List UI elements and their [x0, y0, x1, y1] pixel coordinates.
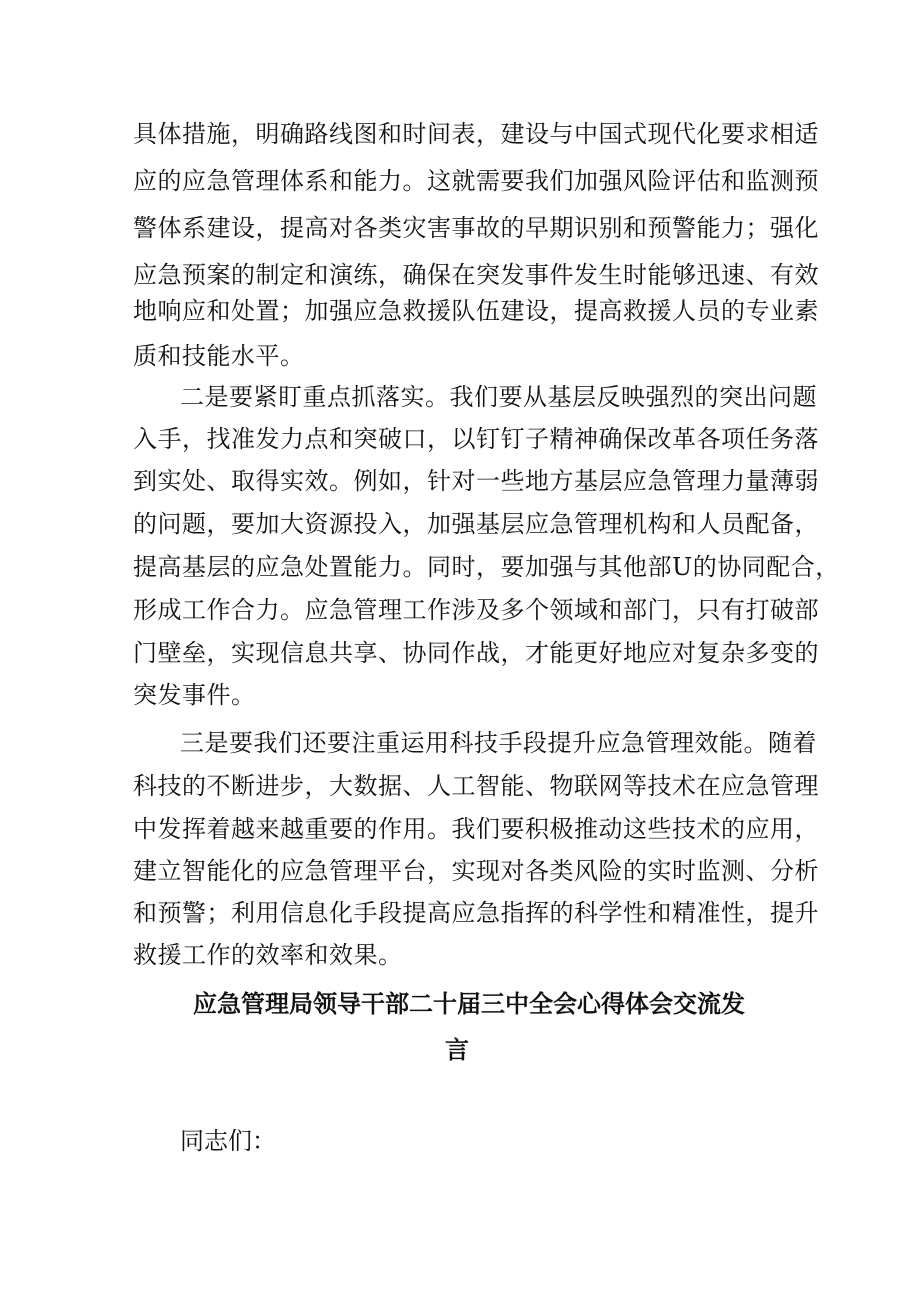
paragraph-2-line-7: 门壁垒，实现信息共享、协同作战，才能更好地应对复杂多变的	[133, 639, 819, 667]
paragraph-3-line-2: 科技的不断进步，大数据、人工智能、物联网等技术在应急管理	[133, 772, 819, 800]
paragraph-2-line-2: 入手，找准发力点和突破口，以钉钉子精神确保改革各项任务落	[133, 425, 819, 453]
paragraph-1-line-3: 警体系建设，提高对各类灾害事故的早期识别和预警能力；强化	[133, 214, 819, 242]
speech-title-line-2: 言	[445, 1036, 469, 1064]
paragraph-3-line-6: 救援工作的效率和效果。	[133, 941, 403, 969]
paragraph-1-line-1: 具体措施，明确路线图和时间表，建设与中国式现代化要求相适	[133, 120, 819, 148]
paragraph-2-line-4: 的问题，要加大资源投入，加强基层应急管理机构和人员配备，	[133, 510, 819, 538]
salutation: 同志们：	[180, 1127, 276, 1155]
paragraph-1-line-5: 地响应和处置；加强应急救援队伍建设，提高救援人员的专业素	[133, 297, 819, 325]
paragraph-3-line-1: 三是要我们还要注重运用科技手段提升应急管理效能。随着	[180, 729, 817, 757]
paragraph-2-line-5: 提高基层的应急处置能力。同时，要加强与其他部U的协同配合，	[133, 553, 840, 581]
paragraph-3-line-5: 和预警；利用信息化手段提高应急指挥的科学性和精准性，提升	[133, 899, 819, 927]
paragraph-2-line-3: 到实处、取得实效。例如，针对一些地方基层应急管理力量薄弱	[133, 467, 819, 495]
paragraph-2-line-8: 突发事件。	[133, 681, 256, 709]
paragraph-1-line-4: 应急预案的制定和演练，确保在突发事件发生时能够迅速、有效	[133, 261, 819, 289]
paragraph-2-line-6: 形成工作合力。应急管理工作涉及多个领域和部门，只有打破部	[133, 596, 819, 624]
speech-title-line-1: 应急管理局领导干部二十届三中全会心得体会交流发	[193, 990, 745, 1018]
paragraph-2-line-1: 二是要紧盯重点抓落实。我们要从基层反映强烈的突出问题	[180, 383, 817, 411]
paragraph-3-line-3: 中发挥着越来越重要的作用。我们要积极推动这些技术的应用，	[133, 815, 819, 843]
paragraph-3-line-4: 建立智能化的应急管理平台，实现对各类风险的实时监测、分析	[133, 857, 819, 885]
paragraph-1-line-2: 应的应急管理体系和能力。这就需要我们加强风险评估和监测预	[133, 167, 819, 195]
paragraph-1-line-6: 质和技能水平。	[133, 342, 305, 370]
